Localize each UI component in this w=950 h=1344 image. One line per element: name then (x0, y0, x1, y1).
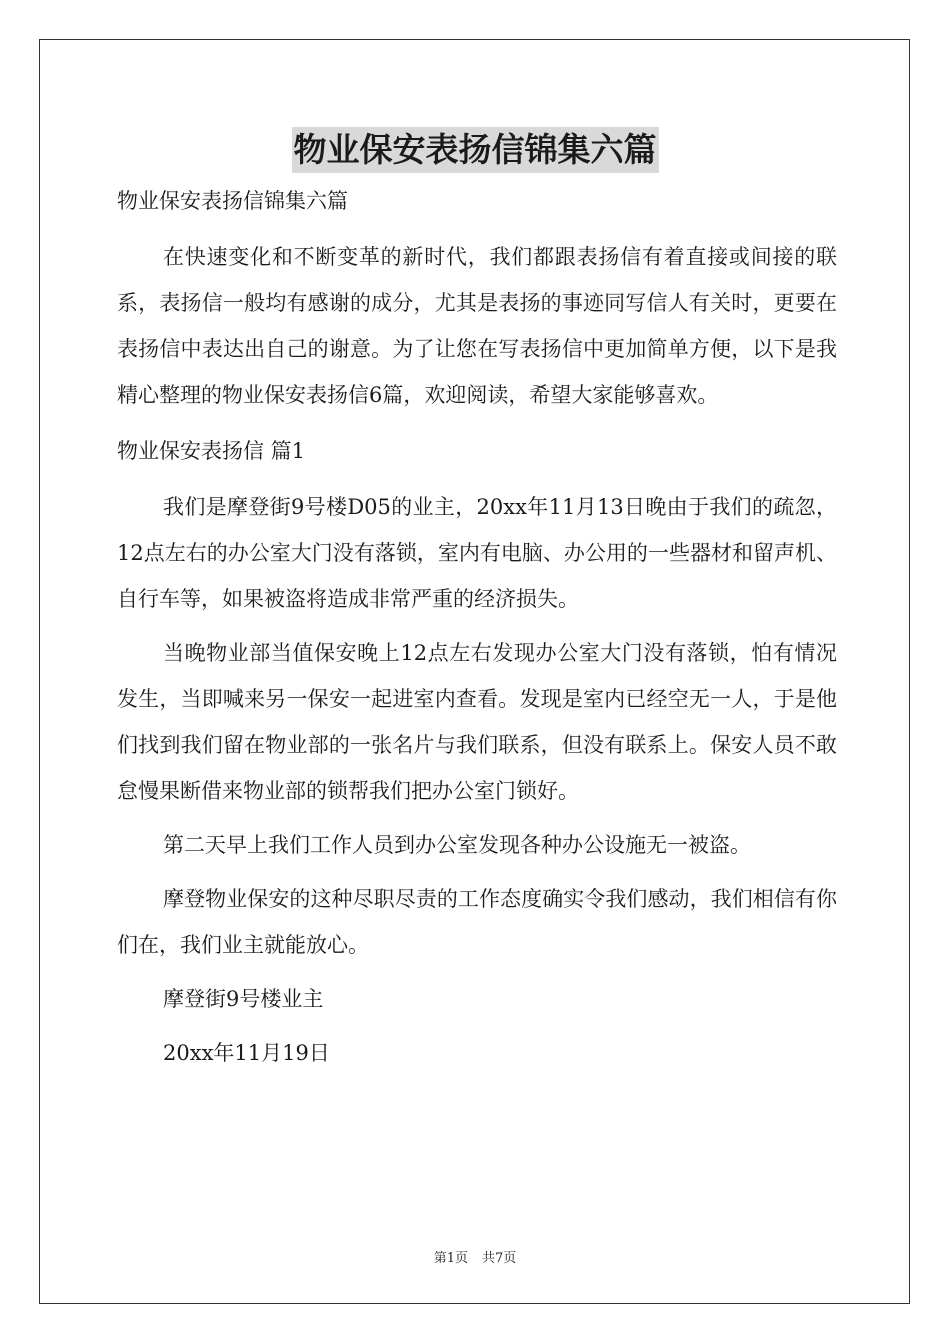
page-count: 共7页 (482, 1251, 517, 1266)
page-footer (0, 1247, 950, 1266)
body-paragraph: 摩登物业保安的这种尽职尽责的工作态度确实令我们感动，我们相信有你们在，我们业主就能放心。 (117, 887, 837, 957)
page-number: 第1页 (433, 1251, 468, 1266)
intro-paragraph: 在快速变化和不断变革的新时代，我们都跟表扬信有着直接或间接的联系，表扬信一般均有感谢的成分，尤其是表扬的事迹同写信人有关时，更要在表扬信中表达出自己的谢意。为了让您在写表扬信中更加简单方便，以下是我精心整理的物业保安表扬信6篇，欢迎阅读，希望大家能够喜欢。 (117, 245, 837, 407)
document-title: 物业保安表扬信锦集六篇 (292, 127, 659, 173)
body-paragraph: 当晚物业部当值保安晚上12点左右发现办公室大门没有落锁，怕有情况发生，当即喊来另一保安一起进室内查看。发现是室内已经空无一人，于是他们找到我们留在物业部的一张名片与我们联系，但没有联系上。保安人员不敢怠慢果断借来物业部的锁帮我们把办公室门锁好。 (117, 641, 837, 803)
date-line: 20xx年11月19日 (163, 1041, 330, 1065)
document-body (117, 178, 837, 1076)
title-area (0, 127, 950, 173)
signature-line: 摩登街9号楼业主 (163, 987, 324, 1011)
body-paragraph: 我们是摩登街9号楼D05的业主，20xx年11月13日晚由于我们的疏忽，12点左右的办公室大门没有落锁，室内有电脑、办公用的一些器材和留声机、自行车等，如果被盗将造成非常严重的经济损失。 (117, 495, 837, 611)
section-heading: 物业保安表扬信 篇1 (117, 439, 306, 463)
body-paragraph: 第二天早上我们工作人员到办公室发现各种办公设施无一被盗。 (163, 833, 751, 857)
document-subtitle: 物业保安表扬信锦集六篇 (117, 189, 348, 213)
